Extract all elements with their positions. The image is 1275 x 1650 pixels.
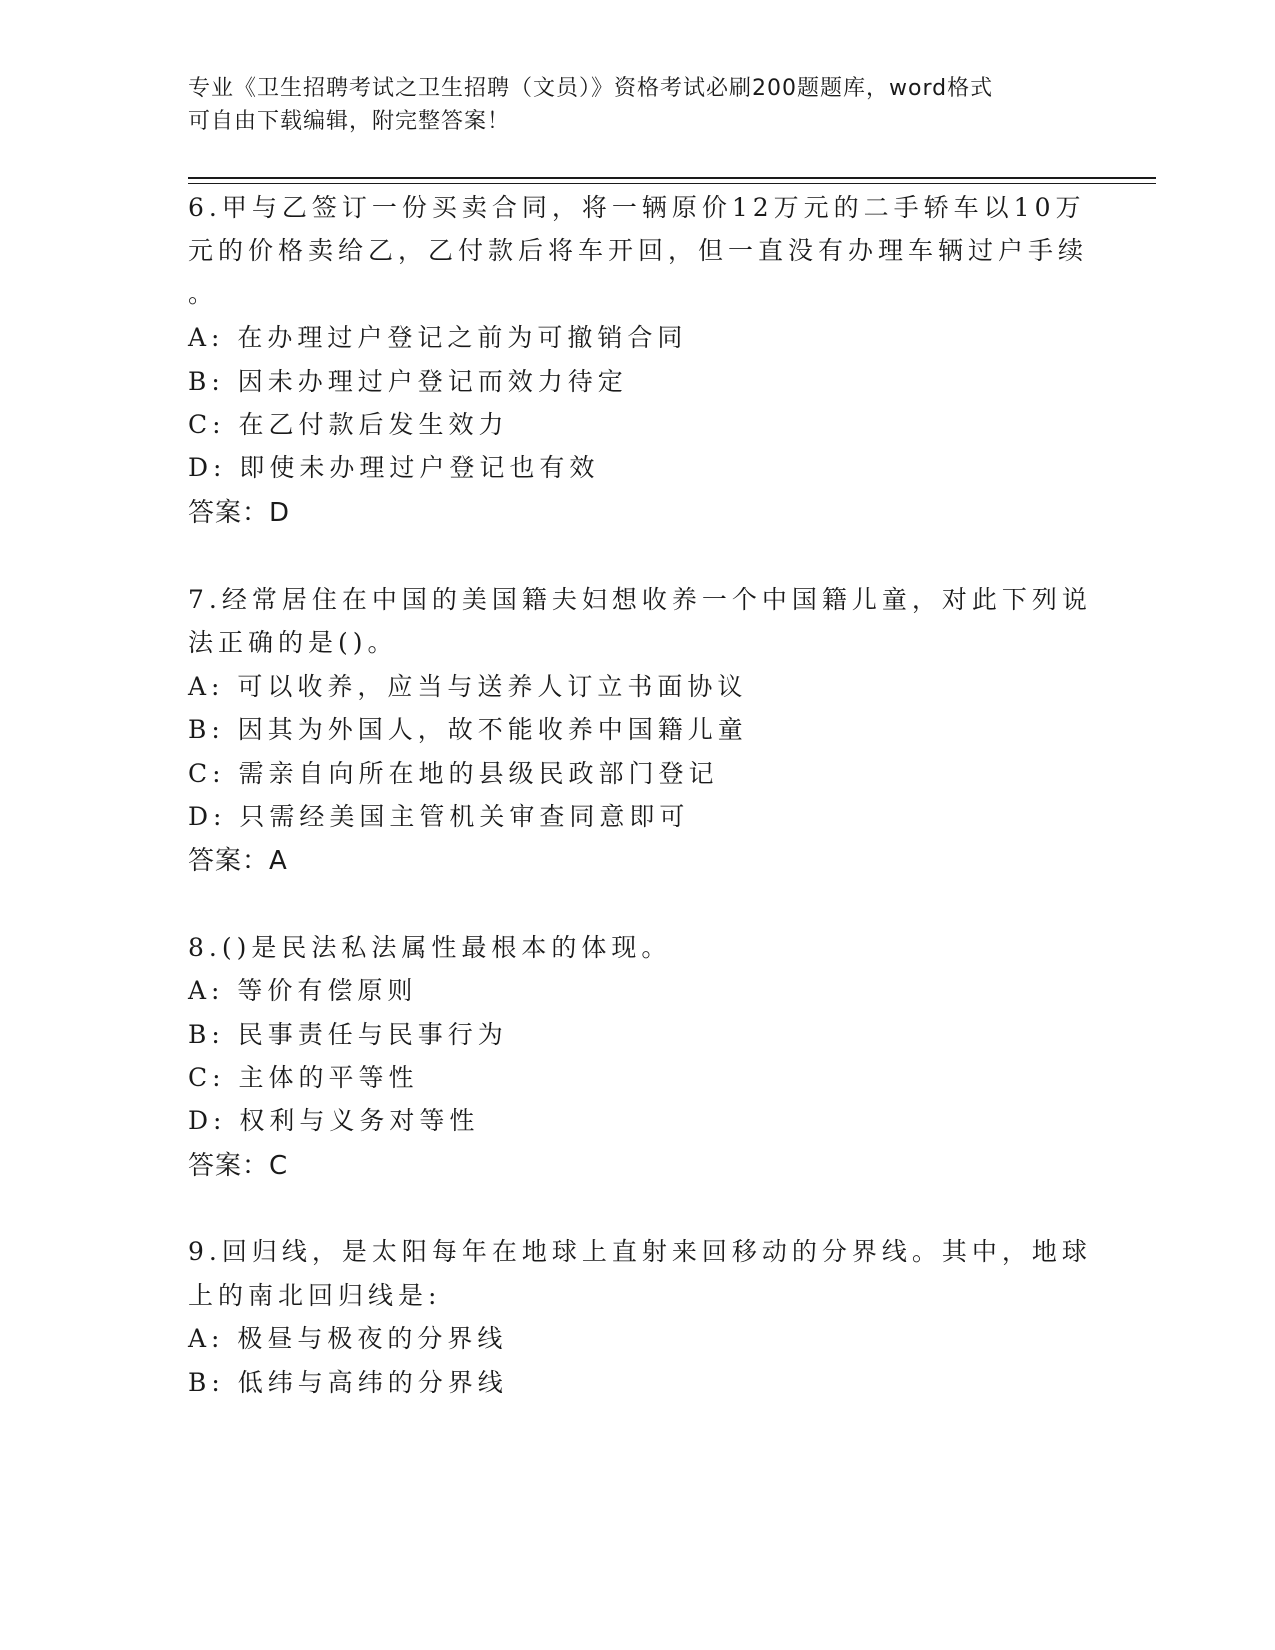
option-b: B: 因其为外国人，故不能收养中国籍儿童: [188, 715, 748, 744]
option-d: D: 只需经美国主管机关审查同意即可: [188, 802, 690, 831]
answer: 答案：C: [188, 1151, 289, 1181]
option-a: A: 极昼与极夜的分界线: [188, 1324, 508, 1353]
answer: 答案：A: [188, 846, 288, 876]
option-c: C: 主体的平等性: [188, 1063, 419, 1092]
question-text-line: 。: [188, 279, 219, 308]
question-text-line: 8.()是民法私法属性最根本的体现。: [188, 933, 672, 962]
question-text-line: 6.甲与乙签订一份买卖合同，将一辆原价12万元的二手轿车以10万: [188, 193, 1086, 222]
question-text-line: 9.回归线，是太阳每年在地球上直射来回移动的分界线。其中，地球: [188, 1237, 1092, 1266]
option-a: A: 可以收养，应当与送养人订立书面协议: [188, 672, 748, 701]
option-c: C: 在乙付款后发生效力: [188, 410, 509, 439]
question-text-line: 法正确的是()。: [188, 628, 398, 657]
option-b: B: 民事责任与民事行为: [188, 1020, 508, 1049]
header-line-1: 专业《卫生招聘考试之卫生招聘（文员）》资格考试必刷200题题库，word格式: [188, 76, 994, 101]
question-text-line: 7.经常居住在中国的美国籍夫妇想收养一个中国籍儿童，对此下列说: [188, 585, 1092, 614]
option-c: C: 需亲自向所在地的县级民政部门登记: [188, 759, 719, 788]
document-header: [188, 72, 1068, 138]
option-b: B: 因未办理过户登记而效力待定: [188, 367, 628, 396]
question-text-line: 上的南北回归线是:: [188, 1281, 442, 1310]
option-a: A: 等价有偿原则: [188, 976, 418, 1005]
header-line-2: 可自由下载编辑，附完整答案！: [188, 109, 511, 134]
header-divider-thick: [188, 177, 1156, 179]
option-d: D: 即使未办理过户登记也有效: [188, 453, 600, 482]
option-d: D: 权利与义务对等性: [188, 1106, 480, 1135]
option-a: A: 在办理过户登记之前为可撤销合同: [188, 323, 688, 352]
option-b: B: 低纬与高纬的分界线: [188, 1368, 508, 1397]
answer: 答案：D: [188, 498, 291, 528]
question-text-line: 元的价格卖给乙，乙付款后将车开回，但一直没有办理车辆过户手续: [188, 236, 1089, 265]
header-divider-thin: [188, 183, 1156, 184]
